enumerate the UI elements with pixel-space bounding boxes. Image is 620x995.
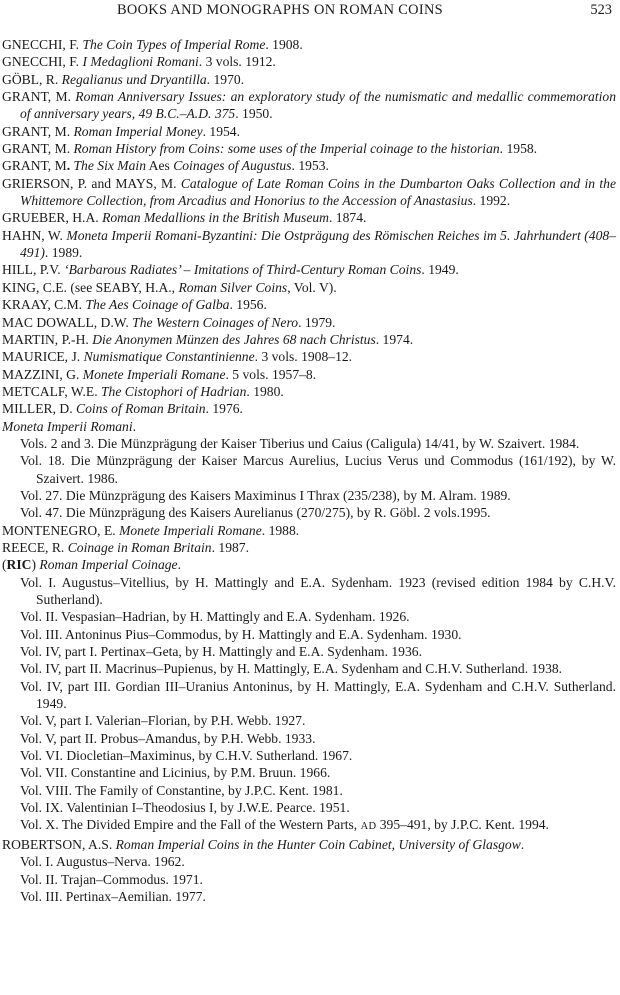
entry-author: GNECCHI, F.: [2, 37, 83, 52]
entry-title: Coinage in Roman Britain: [67, 539, 212, 555]
entry-author: Vol. 18. Die Münzprägung der Kaiser Marcus Aurelius, Lucius Verus und Commodus (161/192), by W. Szaivert. 1986.: [20, 453, 616, 486]
bibliography-entry: [2, 140, 616, 157]
sub-entry: [2, 626, 616, 643]
entry-author: REECE, R.: [2, 539, 68, 555]
bibliography-entry: [2, 261, 616, 278]
entry-title: Roman Imperial Money: [73, 123, 203, 139]
entry-details: . 1979.: [298, 314, 336, 330]
entry-small-caps: AD: [360, 821, 377, 833]
sub-entry: [2, 730, 616, 747]
entry-author: Vol. 27. Die Münzprägung des Kaisers Maximinus I Thrax (235/238), by M. Alram. 1989.: [20, 487, 511, 503]
entry-details: . 1954.: [202, 123, 240, 139]
entry-title: Roman Medallions in the British Museum: [102, 210, 329, 226]
entry-text: ): [31, 557, 40, 573]
sub-entry: [2, 888, 616, 905]
entry-details: . 1949.: [421, 262, 459, 278]
entry-author: KING, C.E. (see SEABY, H.A.,: [2, 279, 179, 295]
entry-author: Vol. 47. Die Münzprägung des Kaisers Aurelianus (270/275), by R. Göbl. 2 vols.1995.: [20, 505, 491, 521]
entry-details: .: [132, 418, 137, 434]
bibliography-entry: [2, 71, 616, 88]
entry-title: Roman History from Coins: some uses of the Imperial coinage to the historian: [73, 141, 500, 157]
entry-title: The Aes Coinage of Galba: [85, 297, 230, 313]
entry-details: .: [520, 836, 525, 852]
entry-details: . 1980.: [246, 383, 284, 399]
entry-title: Numismatique Constantinienne: [83, 349, 255, 365]
entry-author: Vols. 2 and 3. Die Münzprägung der Kaiser Tiberius und Caius (Caligula) 14/41, by W. Szaivert. 1984.: [20, 435, 580, 451]
entry-author: Vol. I. Augustus–Nerva. 1962.: [20, 854, 185, 870]
entry-details: . 1987.: [211, 539, 249, 555]
entry-title: ‘Barbarous Radiates’ – Imitations of Third-Century Roman Coins: [64, 262, 422, 278]
bibliography-entry: [2, 539, 616, 556]
entry-author: ROBERTSON, A.S.: [2, 836, 116, 852]
sub-entry: [2, 487, 616, 504]
entry-author: Vol. X. The Divided Empire and the Fall of the Western Parts,: [20, 817, 361, 833]
entry-author: GRANT, M: [2, 158, 67, 174]
bibliography-entry: [2, 836, 616, 853]
entry-details: . 5 vols. 1957–8.: [225, 366, 317, 382]
bibliography-entry: [2, 418, 616, 435]
entry-author: GRUEBER, H.A.: [2, 210, 103, 226]
sub-entry: [2, 816, 616, 835]
entry-author: GRIERSON, P. and MAYS, M.: [2, 175, 181, 191]
entry-title: Roman Anniversary Issues: an exploratory study of the numismatic and medallic commemoration of anniversary years, 49 B.C.–A.D. 375: [20, 89, 616, 122]
entry-author: METCALF, W.E.: [2, 383, 101, 399]
bibliography-entry: [2, 175, 616, 210]
bibliography-entry: [2, 53, 616, 70]
sub-entry: [2, 435, 616, 452]
entry-details: . 1976.: [205, 401, 243, 417]
entry-details: . 1988.: [261, 522, 300, 538]
entry-details: . 1974.: [375, 331, 414, 347]
entry-title: Monete Imperiali Romane: [119, 522, 262, 538]
entry-bold-text: .: [66, 158, 74, 174]
entry-details: 395–491, by J.P.C. Kent. 1994.: [376, 817, 549, 833]
bibliography-entry: [2, 522, 616, 539]
entry-details: . 1953.: [291, 158, 329, 174]
entry-author: GRANT, M.: [2, 123, 74, 139]
bibliography-entry: [2, 556, 616, 573]
bibliography-entry: [2, 314, 616, 331]
entry-details: . 1970.: [206, 71, 245, 87]
entry-details: . 1874.: [329, 210, 367, 226]
entry-author: Vol. V, part II. Probus–Amandus, by P.H. Webb. 1933.: [20, 730, 316, 746]
bibliography-entry: [2, 36, 616, 53]
entry-title: Roman Imperial Coins in the Hunter Coin Cabinet, University of Glasgow: [115, 836, 521, 852]
entry-author: Vol. II. Trajan–Commodus. 1971.: [20, 871, 203, 887]
entry-title: I Medaglioni Romani: [82, 54, 199, 70]
sub-entry: [2, 764, 616, 781]
entry-author: Vol. V, part I. Valerian–Florian, by P.H. Webb. 1927.: [20, 713, 306, 729]
entry-title: Moneta Imperii Romani: [2, 418, 133, 434]
entry-author: MARTIN, P.-H.: [2, 331, 93, 347]
entry-author: Vol. III. Antoninus Pius–Commodus, by H. Mattingly and E.A. Sydenham. 1930.: [20, 626, 462, 642]
entry-details: , Vol. V).: [287, 279, 337, 295]
entry-title: Roman Silver Coins: [178, 279, 288, 295]
page-number: 523: [590, 2, 612, 18]
sub-entry: [2, 504, 616, 521]
entry-author: Vol. II. Vespasian–Hadrian, by H. Mattingly and E.A. Sydenham. 1926.: [20, 609, 410, 625]
bibliography-entry: [2, 331, 616, 348]
entry-title: Coinages of Augustus: [173, 158, 292, 174]
bibliography-entry: [2, 209, 616, 226]
bibliography-entry: [2, 279, 616, 296]
entry-details: Aes: [146, 158, 174, 174]
entry-details: . 3 vols. 1912.: [198, 54, 276, 70]
entry-title: Coins of Roman Britain: [76, 401, 206, 417]
sub-entry: [2, 678, 616, 713]
entry-author: Vol. IV, part II. Macrinus–Pupienus, by H. Mattingly, E.A. Sydenham and C.H.V. Sutherland. 1938.: [20, 661, 563, 677]
bibliography-list: [2, 36, 616, 905]
entry-author: Vol. VI. Diocletian–Maximinus, by C.H.V. Sutherland. 1967.: [20, 748, 353, 764]
sub-entry: [2, 452, 616, 487]
bibliography-entry: [2, 227, 616, 262]
entry-bold-text: RIC: [6, 557, 32, 573]
entry-title: Catalogue of Late Roman Coins in the Dumbarton Oaks Collection and in the Whittemore Collection, from Arcadius and Honorius to the Accession of Anastasius: [20, 175, 616, 209]
entry-author: KRAAY, C.M.: [2, 297, 86, 313]
sub-entry: [2, 608, 616, 625]
entry-author: Vol. IX. Valentinian I–Theodosius I, by J.W.E. Pearce. 1951.: [20, 800, 350, 816]
entry-author: (: [2, 557, 7, 573]
sub-entry: [2, 574, 616, 609]
entry-details: .: [177, 557, 182, 573]
entry-author: MAURICE, J.: [2, 349, 84, 365]
bibliography-entry: [2, 157, 616, 174]
entry-title: The Western Coinages of Nero: [132, 314, 299, 330]
entry-author: MAC DOWALL, D.W.: [2, 314, 133, 330]
sub-entry: [2, 871, 616, 888]
sub-entry: [2, 799, 616, 816]
entry-author: GRANT, M.: [2, 89, 76, 105]
entry-title: The Coin Types of Imperial Rome: [82, 37, 266, 52]
entry-author: Vol. VII. Constantine and Licinius, by P.M. Bruun. 1966.: [20, 765, 331, 781]
running-head: [2, 0, 616, 22]
entry-details: . 1989.: [44, 245, 83, 261]
entry-author: Vol. VIII. The Family of Constantine, by J.P.C. Kent. 1981.: [20, 782, 343, 798]
sub-entry: [2, 712, 616, 729]
entry-author: MONTENEGRO, E.: [2, 522, 120, 538]
entry-author: HILL, P.V.: [2, 262, 65, 278]
bibliography-entry: [2, 383, 616, 400]
entry-author: GÖBL, R.: [2, 71, 62, 87]
entry-author: MILLER, D.: [2, 401, 77, 417]
entry-title: Moneta Imperii Romani-Byzantini: Die Ostprägung des Römischen Reiches im 5. Jahrhundert (408–491): [20, 227, 616, 261]
sub-entry: [2, 853, 616, 870]
entry-title: Die Anonymen Münzen des Jahres 68 nach Christus: [92, 331, 376, 347]
entry-title: Regalianus und Dryantilla: [61, 71, 207, 87]
entry-details: . 1908.: [265, 37, 303, 52]
sub-entry: [2, 643, 616, 660]
bibliography-entry: [2, 88, 616, 123]
entry-author: Vol. IV, part I. Pertinax–Geta, by H. Mattingly and E.A. Sydenham. 1936.: [20, 644, 422, 660]
sub-entry: [2, 782, 616, 799]
entry-title: The Six Main: [73, 158, 146, 174]
bibliography-entry: [2, 123, 616, 140]
sub-entry: [2, 660, 616, 677]
entry-title: The Cistophori of Hadrian: [101, 383, 247, 399]
entry-author: HAHN, W.: [2, 227, 67, 243]
running-title: BOOKS AND MONOGRAPHS ON ROMAN COINS: [117, 2, 443, 18]
bibliography-entry: [2, 400, 616, 417]
entry-details: . 1992.: [472, 193, 511, 209]
entry-author: Vol. I. Augustus–Vitellius, by H. Mattingly and E.A. Sydenham. 1923 (revised edition 1984 by C.H.V. Sutherland).: [20, 574, 616, 607]
entry-details: . 1950.: [235, 106, 273, 122]
sub-entry: [2, 747, 616, 764]
entry-author: GNECCHI, F.: [2, 54, 83, 70]
entry-author: GRANT, M.: [2, 141, 74, 157]
entry-author: Vol. III. Pertinax–Aemilian. 1977.: [20, 888, 206, 904]
entry-details: . 3 vols. 1908–12.: [254, 349, 353, 365]
bibliography-entry: [2, 296, 616, 313]
bibliography-entry: [2, 348, 616, 365]
entry-title: Roman Imperial Coinage: [39, 557, 178, 573]
entry-title: Monete Imperiali Romane: [82, 366, 226, 382]
entry-details: . 1956.: [229, 297, 267, 313]
entry-author: Vol. IV, part III. Gordian III–Uranius Antoninus, by H. Mattingly, E.A. Sydenham and C.H.V. Sutherland. 1949.: [20, 678, 616, 712]
entry-details: . 1958.: [499, 141, 538, 157]
entry-author: MAZZINI, G.: [2, 366, 83, 382]
bibliography-entry: [2, 366, 616, 383]
